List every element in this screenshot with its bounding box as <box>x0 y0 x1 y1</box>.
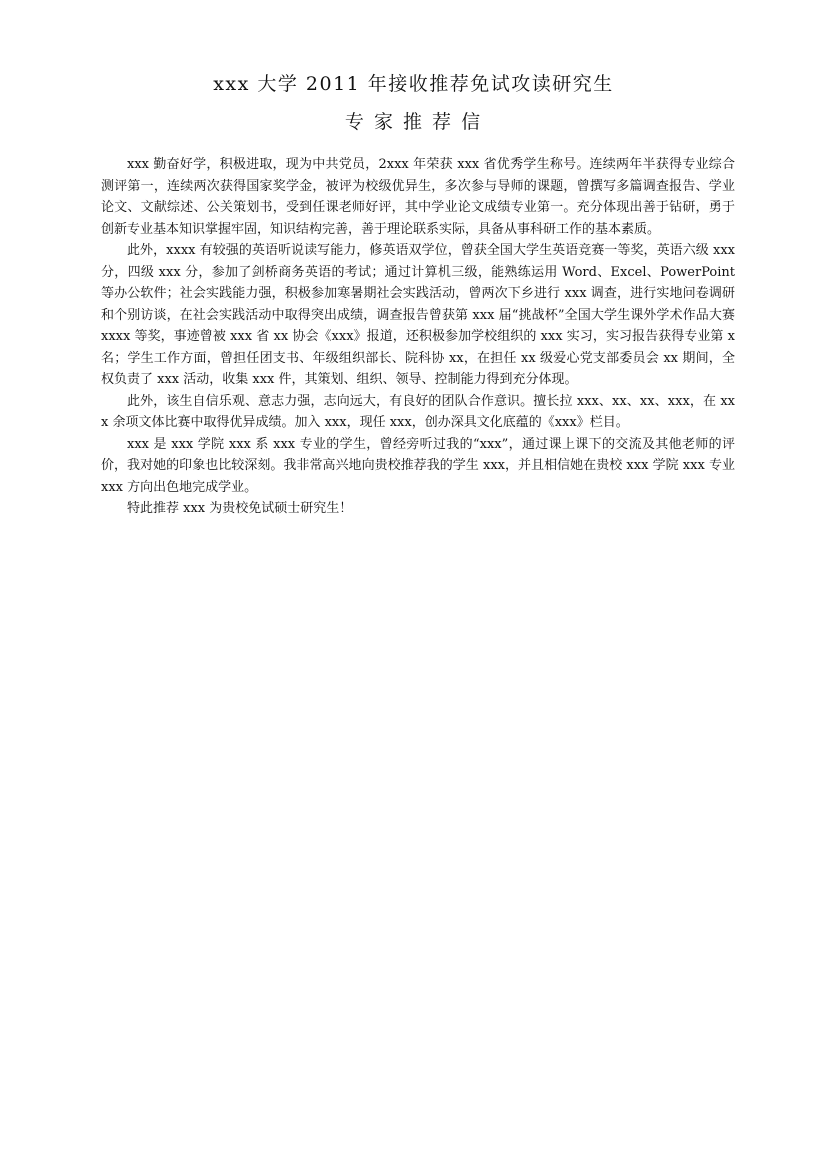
document-title: xxx 大学 2011 年接收推荐免试攻读研究生 <box>213 73 614 95</box>
paragraph-recommendation: xxx 是 xxx 学院 xxx 系 xxx 专业的学生，曾经旁听过我的“xxx”，通过课上课下的交流及其他老师的评价，我对她的印象也比较深刻。我非常高兴地向贵校推荐我的学生 xxx，并且相信她在贵校 xxx 学院 xxx 专业 xxx 方向出色地完成学业。 <box>101 436 735 495</box>
paragraph-closing: 特此推荐 xxx 为贵校免试硕士研究生！ <box>127 501 353 516</box>
document-subtitle: 专 家 推 荐 信 <box>344 111 483 133</box>
paragraph-english-and-practice: 此外，xxxx 有较强的英语听说读写能力，修英语双学位，曾获全国大学生英语竞赛一等奖，英语六级 xxx 分，四级 xxx 分，参加了剑桥商务英语的考试；通过计算机三级，能熟练运用 Word、Excel、PowerPoint 等办公软件；社会实践能力强，积极参加寒暑期社会实践活动，曾两次下乡进行 xxx 调查，进行实地问卷调研和个别访谈，在社会实践活动中取得突出成绩，调查报告曾获第 xxx 届“挑战杯”全国大学生课外学术作品大赛 xxxx 等奖，事迹曾被 xxx 省 xx 协会《xxx》报道，还积极参加学校组织的 xxx 实习，实习报告获得专业第 x 名；学生工作方面，曾担任团支书、年级组织部长、院科协 xx，在担任 xx 级爱心党支部委员会 xx 期间，全权负责了 xxx 活动，收集 xxx 件，其策划、组织、领导、控制能力得到充分体现。 <box>101 243 735 387</box>
letter-body <box>101 154 735 520</box>
paragraph-personality: 此外，该生自信乐观、意志力强，志向远大，有良好的团队合作意识。擅长拉 xxx、xx、xx、xxx，在 xxx 余项文体比赛中取得优异成绩。加入 xxx，现任 xxx，创办深具文化底蕴的《xxx》栏目。 <box>101 393 735 430</box>
paragraph-intro: xxx 勤奋好学，积极进取，现为中共党员，2xxx 年荣获 xxx 省优秀学生称号。连续两年半获得专业综合测评第一，连续两次获得国家奖学金，被评为校级优异生，多次参与导师的课题，曾撰写多篇调查报告、学业论文、文献综述、公关策划书，受到任课老师好评，其中学业论文成绩专业第一。充分体现出善于钻研，勇于创新专业基本知识掌握牢固，知识结构完善，善于理论联系实际，具备从事科研工作的基本素质。 <box>101 157 735 237</box>
